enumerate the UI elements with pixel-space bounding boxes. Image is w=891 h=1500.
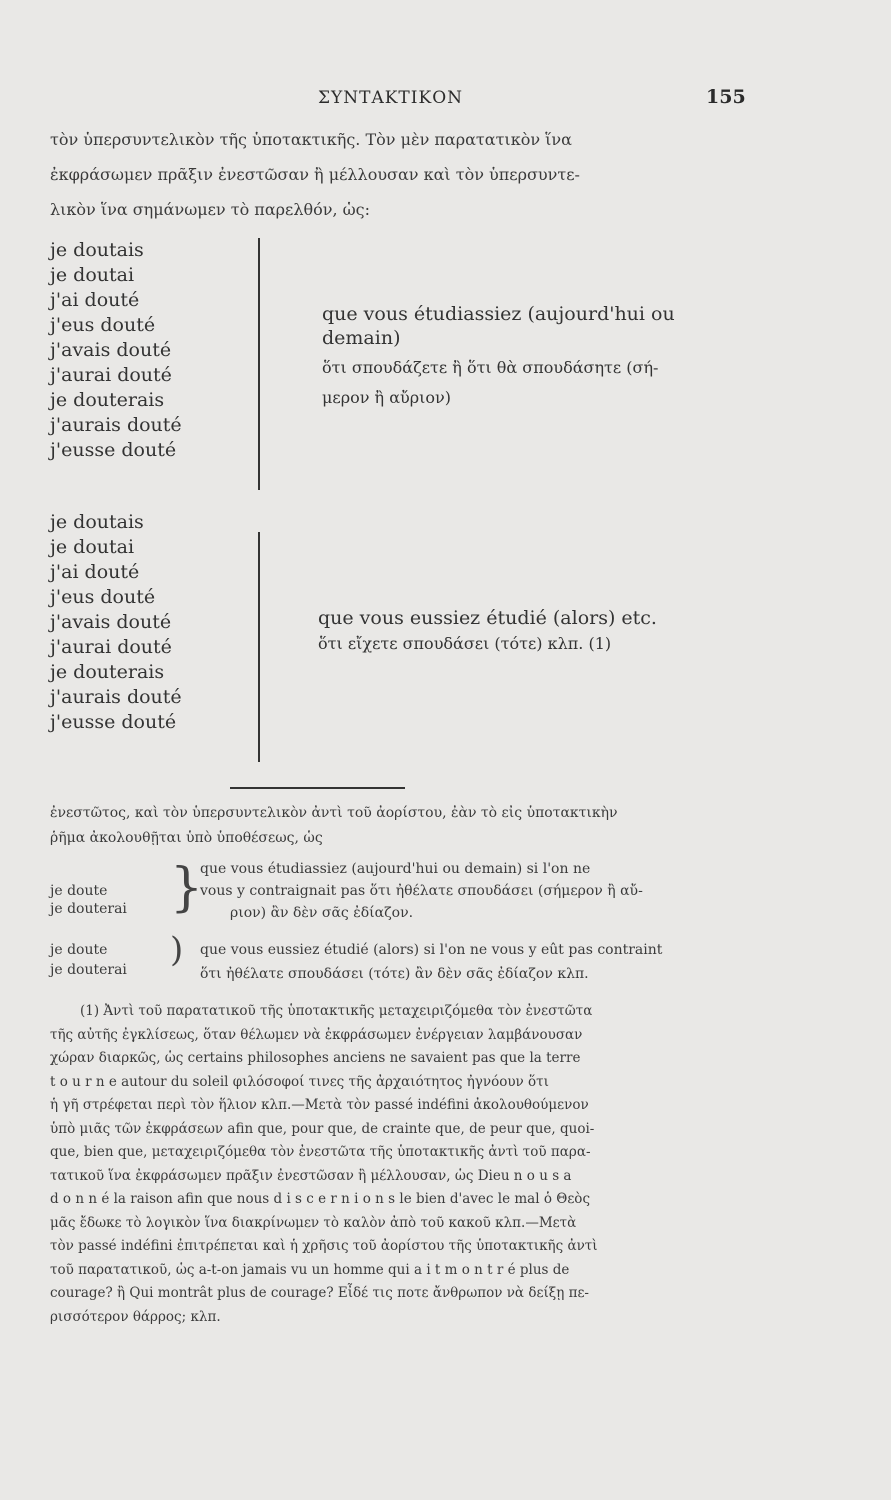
conjugation-item: je doutai — [50, 264, 135, 286]
footnote-line: τοῦ παρατατικοῦ, ὡς a-t-on jamais vu un homme qui a i t m o n t r é plus de — [50, 1261, 570, 1278]
result-line: μερον ἢ αὔριον) — [322, 388, 452, 407]
footnote-line: ρισσότερον θάρρος; κλπ. — [50, 1308, 221, 1325]
intro-line-1: τὸν ὑπερσυντελικὸν τῆς ὑποτακτικῆς. Τὸν μὲν παρατατικὸν ἵνα — [50, 130, 572, 149]
footnote-line: τατικοῦ ἵνα ἐκφράσωμεν πρᾶξιν ἐνεστῶσαν ἢ μέλλουσαν, ὡς Dieu n o u s a — [50, 1167, 572, 1184]
conjugation-item: j'avais douté — [50, 339, 172, 361]
conjugation-item: j'ai douté — [50, 561, 140, 583]
footnote-left-item: je douterai — [50, 962, 127, 978]
footnote-line: τῆς αὐτῆς ἐγκλίσεως, ὅταν θέλωμεν νὰ ἐκφράσωμεν ἐνέργειαν λαμβάνουσαν — [50, 1026, 583, 1043]
conjugation-item: je douterais — [50, 389, 165, 411]
footnote-right-line: que vous eussiez étudié (alors) si l'on ne vous y eût pas contraint — [200, 942, 663, 958]
conjugation-item: j'eusse douté — [50, 711, 177, 733]
grouping-brace-1 — [258, 238, 260, 490]
conjugation-item: je doutais — [50, 511, 144, 533]
footnote-left-item: je douterai — [50, 901, 127, 917]
conjugation-item: j'avais douté — [50, 611, 172, 633]
grouping-brace-2 — [258, 532, 260, 762]
conjugation-item: je douterais — [50, 661, 165, 683]
intro-line-2: ἐκφράσωμεν πρᾶξιν ἐνεστῶσαν ἢ μέλλουσαν καὶ τὸν ὑπερσυντε- — [50, 165, 580, 184]
footnote-left-item: je doute — [50, 883, 108, 899]
conjugation-item: j'eusse douté — [50, 439, 177, 461]
footnote-right-group-2 — [200, 938, 662, 986]
footnote-separator — [230, 787, 405, 789]
conjugation-item: j'aurais douté — [50, 414, 182, 436]
footnote-right-line: ριον) ἂν δὲν σᾶς ἐδίαζον. — [230, 905, 414, 921]
conjugation-item: j'aurais douté — [50, 686, 182, 708]
conjugation-item: j'ai douté — [50, 289, 140, 311]
footnote-line: ὑπὸ μιᾶς τῶν ἐκφράσεων afin que, pour que, de crainte que, de peur que, quoi- — [50, 1120, 595, 1137]
footnote-line: (1) Ἀντὶ τοῦ παρατατικοῦ τῆς ὑποτακτικῆς μεταχειριζόμεθα τὸν ἐνεστῶτα — [80, 1003, 593, 1019]
conjugation-item: j'aurai douté — [50, 636, 172, 658]
result-line: demain) — [322, 327, 401, 349]
footnote-left-item: je doute — [50, 942, 108, 958]
footnote-right-line: que vous étudiassiez (aujourd'hui ou demain) si l'on ne — [200, 861, 591, 877]
result-text-1 — [322, 302, 675, 410]
running-title: ΣΥΝΤΑΚΤΙΚΟΝ — [318, 88, 463, 108]
footnote-brace-1: } — [170, 858, 204, 918]
footnote-left-group-1 — [50, 882, 127, 918]
footnote-line: d o n n é la raison afin que nous d i s c e r n i o n s le bien d'avec le mal ὁ Θεὸς — [50, 1191, 590, 1207]
page-number: 155 — [706, 86, 746, 108]
footnote-body — [50, 1000, 598, 1329]
conjugation-item: j'aurai douté — [50, 364, 172, 386]
footnote-left-group-2 — [50, 940, 127, 980]
footnote-line: μᾶς ἔδωκε τὸ λογικὸν ἵνα διακρίνωμεν τὸ καλὸν ἀπὸ τοῦ κακοῦ κλπ.—Μετὰ — [50, 1214, 577, 1231]
footnote-line: χώραν διαρκῶς, ὡς certains philosophes anciens ne savaient pas que la terre — [50, 1050, 581, 1066]
conjugation-list-1 — [50, 238, 182, 463]
conjugation-item: je doutai — [50, 536, 135, 558]
footnote-right-line: vous y contraignait pas ὅτι ἠθέλατε σπουδάσει (σήμερον ἢ αὔ- — [200, 883, 643, 899]
result-line: ὅτι εἴχετε σπουδάσει (τότε) κλπ. (1) — [318, 634, 612, 653]
conjugation-item: j'eus douté — [50, 314, 156, 336]
footnote-line: τὸν passé indéfini ἐπιτρέπεται καὶ ἡ χρῆσις τοῦ ἀορίστου τῆς ὑποτακτικῆς ἀντὶ — [50, 1238, 598, 1254]
result-text-2 — [318, 605, 657, 657]
footnote-intro-line-2: ῥῆμα ἀκολουθῇται ὑπὸ ὑποθέσεως, ὡς — [50, 830, 323, 846]
result-line: que vous étudiassiez (aujourd'hui ou — [322, 303, 675, 325]
footnote-line: ἡ γῆ στρέφεται περὶ τὸν ἥλιον κλπ.—Μετὰ τὸν passé indéfini ἀκολουθούμενον — [50, 1097, 589, 1113]
footnote-line: courage? ἢ Qui montrât plus de courage? Εἶδέ τις ποτε ἄνθρωπον νὰ δείξῃ πε- — [50, 1285, 589, 1301]
footnote-line: que, bien que, μεταχειριζόμεθα τὸν ἐνεστῶτα τῆς ὑποτακτικῆς ἀντὶ τοῦ παρα- — [50, 1144, 591, 1160]
footnote-right-line: ὅτι ἠθέλατε σπουδάσει (τότε) ἂν δὲν σᾶς ἐδίαζον κλπ. — [200, 966, 589, 982]
footnote-intro-line-1: ἐνεστῶτος, καὶ τὸν ὑπερσυντελικὸν ἀντὶ τοῦ ἀορίστου, ἐὰν τὸ εἰς ὑποτακτικὴν — [50, 805, 618, 821]
footnote-line: t o u r n e autour du soleil φιλόσοφοί τινες τῆς ἀρχαιότητος ἠγνόουν ὅτι — [50, 1073, 549, 1090]
conjugation-item: je doutais — [50, 239, 144, 261]
conjugation-item: j'eus douté — [50, 586, 156, 608]
footnote-right-group-1 — [200, 858, 643, 924]
intro-line-3: λικὸν ἵνα σημάνωμεν τὸ παρελθόν, ὡς: — [50, 200, 371, 219]
result-line: ὅτι σπουδάζετε ἢ ὅτι θὰ σπουδάσητε (σή- — [322, 358, 659, 377]
result-line: que vous eussiez étudié (alors) etc. — [318, 607, 657, 629]
footnote-brace-2: ) — [170, 930, 184, 970]
conjugation-list-2 — [50, 510, 182, 735]
